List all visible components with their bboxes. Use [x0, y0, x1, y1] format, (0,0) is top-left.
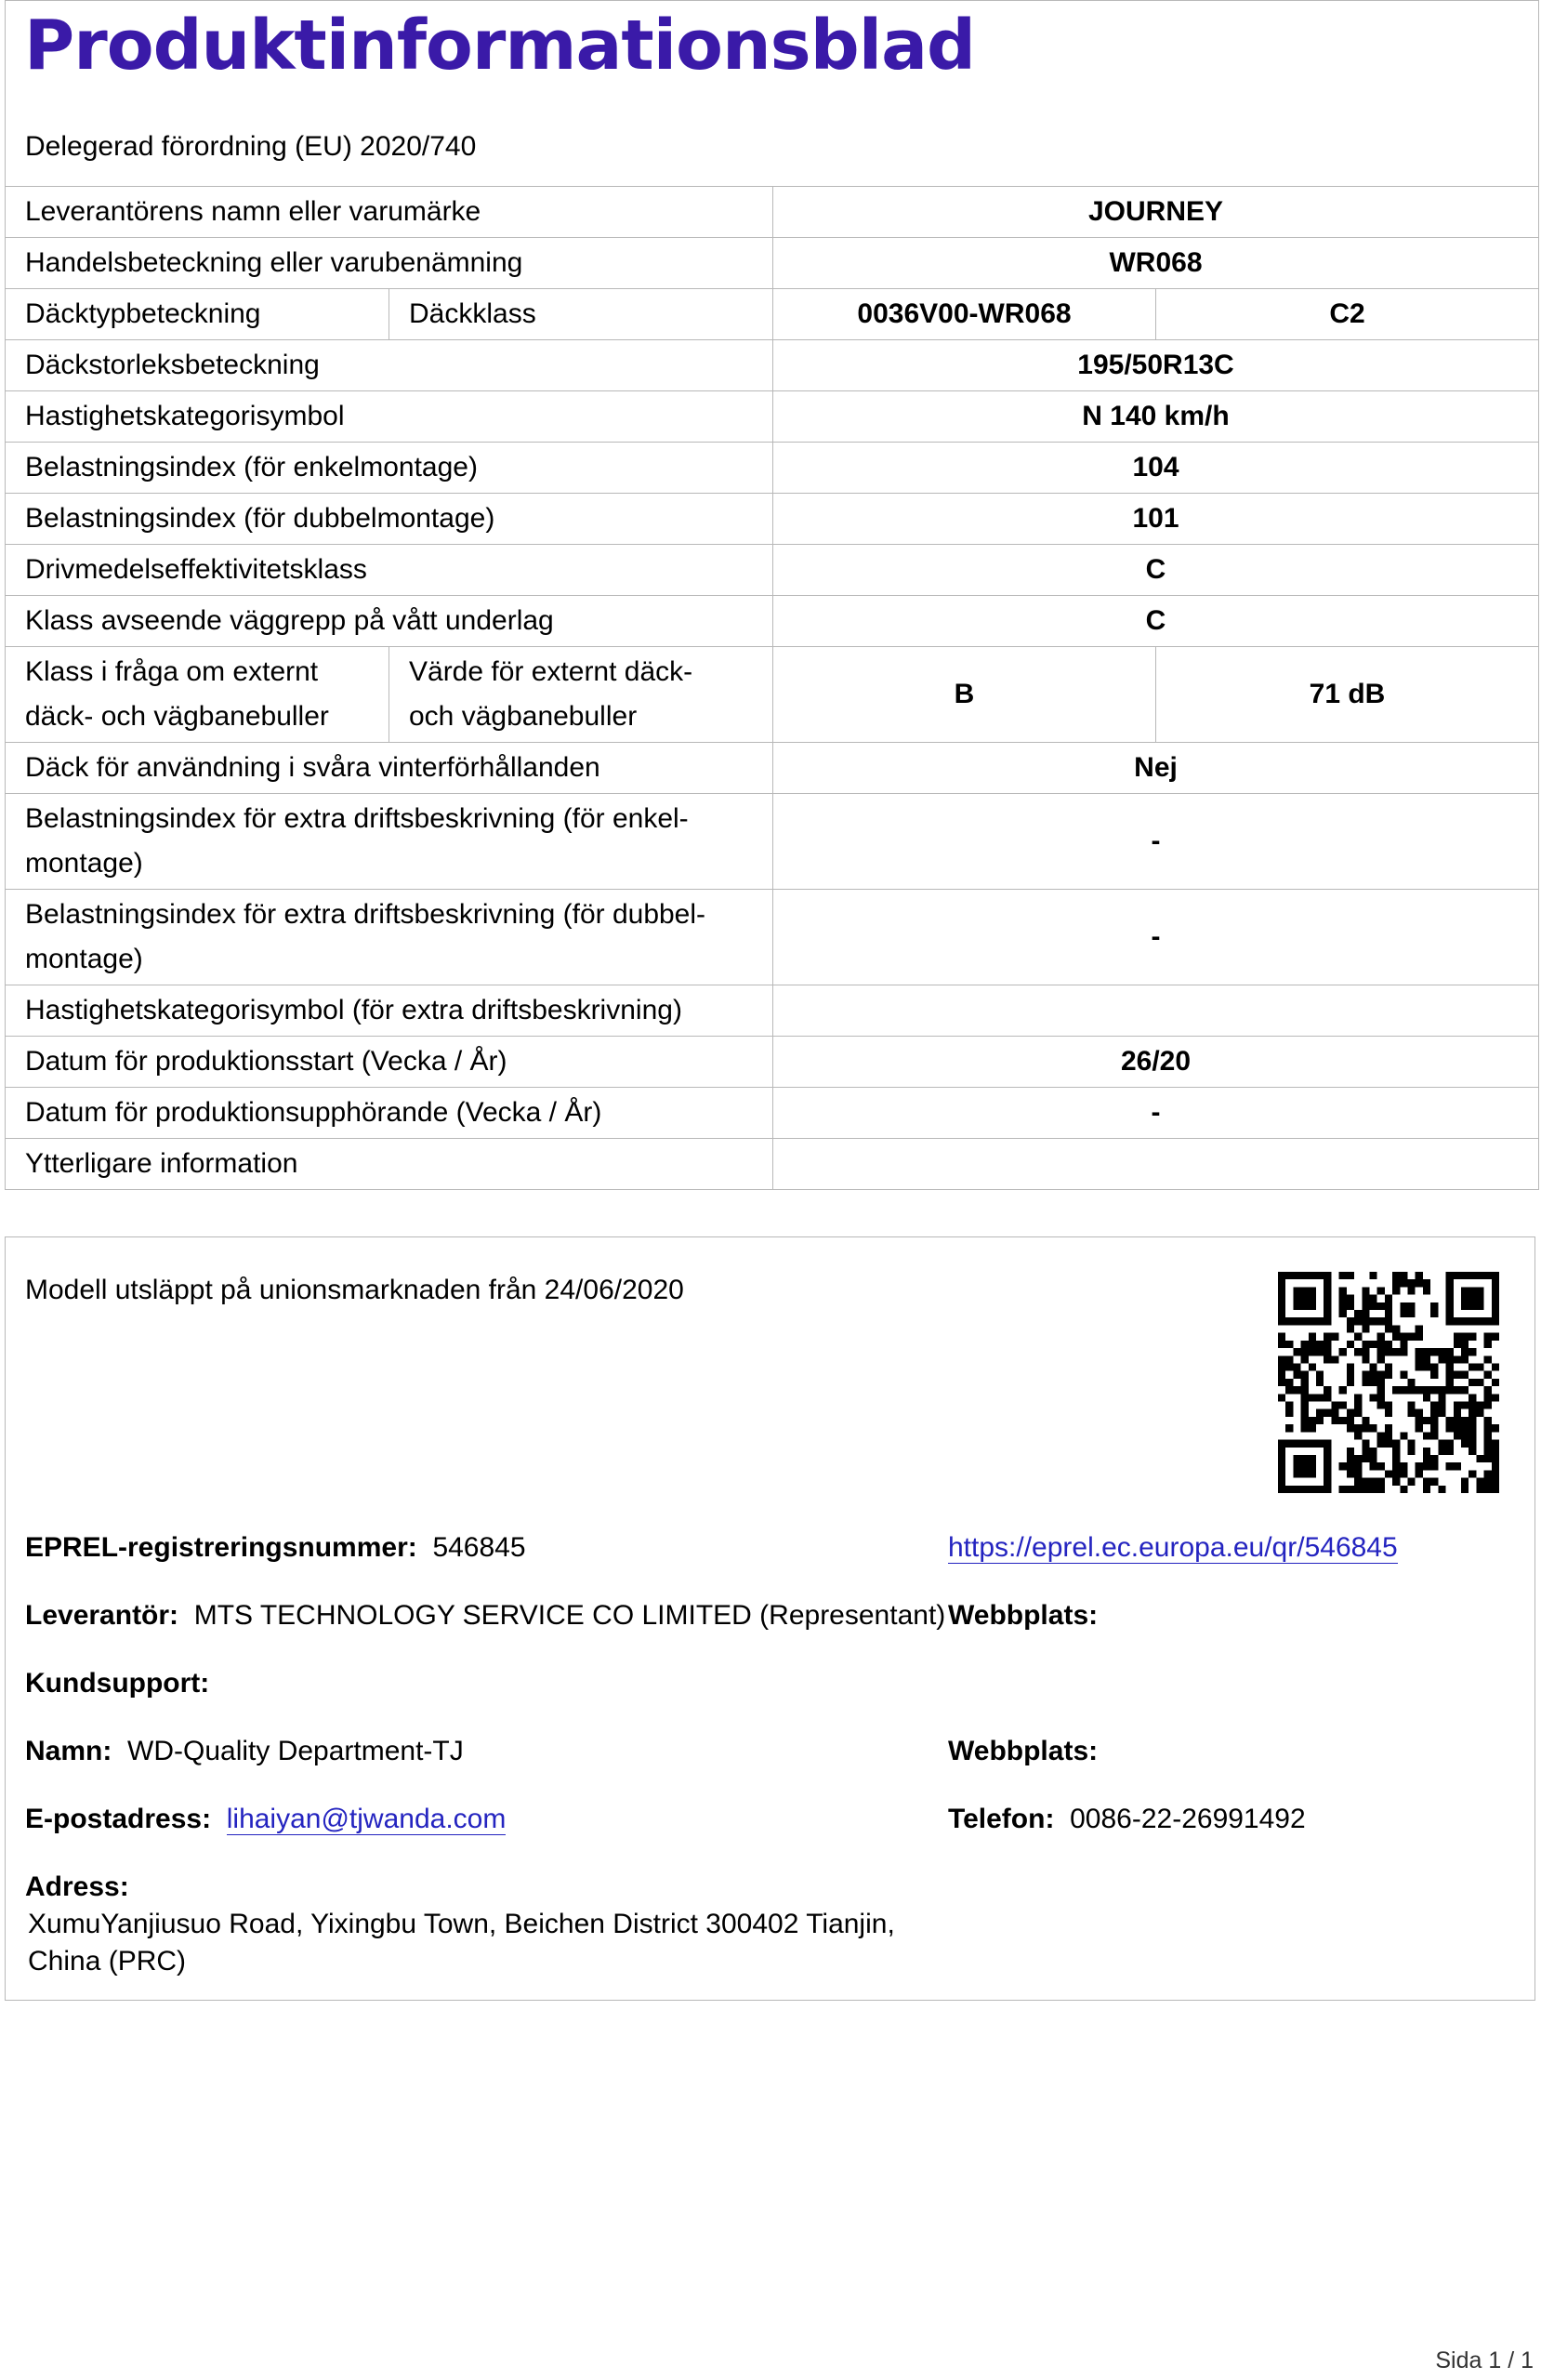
noise-value-label-line: Värde för externt däck-	[409, 656, 693, 687]
extra-load-dual-label-line: montage)	[25, 944, 143, 974]
table-row	[6, 340, 1539, 391]
production-end-label: Datum för produktionsupphörande (Vecka / År)	[6, 1088, 773, 1139]
contact-name-line	[25, 1736, 464, 1767]
extra-speed-label: Hastighetskategorisymbol (för extra driftsbeskrivning)	[6, 985, 773, 1037]
extra-load-single-value: -	[773, 794, 1539, 890]
page-number: Sida 1 / 1	[1435, 2347, 1534, 2373]
noise-class-value: B	[773, 647, 1156, 743]
eprel-info-box	[5, 1236, 1535, 2001]
contact-name: WD-Quality Department-TJ	[127, 1736, 464, 1766]
customer-support-text: Kundsupport:	[25, 1668, 210, 1699]
production-end-value: -	[773, 1088, 1539, 1139]
address-label-text: Adress:	[25, 1871, 129, 1902]
noise-class-label-line: Klass i fråga om externt	[25, 656, 319, 687]
snow-tyre-value: Nej	[773, 743, 1539, 794]
extra-load-dual-label-line: Belastningsindex för extra driftsbeskrivning (för dubbel-	[25, 899, 706, 930]
speed-category-value: N 140 km/h	[773, 391, 1539, 443]
eprel-number: 546845	[432, 1532, 526, 1563]
market-date-text: Modell utsläppt på unionsmarknaden från 24/06/2020	[25, 1275, 684, 1305]
support-website-text: Webbplats:	[948, 1736, 1099, 1766]
phone-label: Telefon:	[948, 1804, 1055, 1834]
eprel-link-wrap	[948, 1532, 1398, 1564]
trade-name-value: WR068	[773, 238, 1539, 289]
table-row	[6, 187, 1539, 238]
email-line	[25, 1804, 506, 1835]
load-index-dual-value: 101	[773, 494, 1539, 545]
trade-name-label: Handelsbeteckning eller varubenämning	[6, 238, 773, 289]
supplier-name: MTS TECHNOLOGY SERVICE CO LIMITED (Representant)	[193, 1600, 946, 1631]
phone-line	[948, 1804, 1306, 1835]
page-title: Produktinformationsblad	[24, 6, 975, 86]
table-row	[6, 238, 1539, 289]
tyre-size-label: Däckstorleksbeteckning	[6, 340, 773, 391]
fuel-efficiency-value: C	[773, 545, 1539, 596]
production-start-value: 26/20	[773, 1037, 1539, 1088]
eprel-link[interactable]: https://eprel.ec.europa.eu/qr/546845	[948, 1532, 1398, 1563]
extra-speed-value	[773, 985, 1539, 1037]
noise-value-label-line: och vägbanebuller	[409, 701, 638, 732]
eprel-registration	[25, 1532, 526, 1564]
table-row	[6, 743, 1539, 794]
extra-load-single-label-line: montage)	[25, 848, 143, 879]
speed-category-label: Hastighetskategorisymbol	[6, 391, 773, 443]
table-row	[6, 289, 1539, 340]
noise-value-label	[389, 647, 773, 743]
supplier-label: Leverantörens namn eller varumärke	[6, 187, 773, 238]
noise-db-value: 71 dB	[1156, 647, 1539, 743]
email-label: E-postadress:	[25, 1804, 212, 1834]
table-row	[6, 545, 1539, 596]
table-row	[6, 1088, 1539, 1139]
extra-load-dual-label	[6, 890, 773, 985]
table-row	[6, 1139, 1539, 1190]
table-row	[6, 985, 1539, 1037]
snow-tyre-label: Däck för användning i svåra vinterförhållanden	[6, 743, 773, 794]
table-row	[6, 391, 1539, 443]
noise-class-label-line: däck- och vägbanebuller	[25, 701, 329, 732]
load-index-single-label: Belastningsindex (för enkelmontage)	[6, 443, 773, 494]
supplier-value: JOURNEY	[773, 187, 1539, 238]
website-label	[948, 1600, 1098, 1632]
tyre-type-label: Däcktypbeteckning	[6, 289, 389, 340]
table-row	[6, 494, 1539, 545]
table-row	[6, 443, 1539, 494]
address-line: XumuYanjiusuo Road, Yixingbu Town, Beichen District 300402 Tianjin,	[28, 1909, 895, 1939]
load-index-dual-label: Belastningsindex (för dubbelmontage)	[6, 494, 773, 545]
address-label	[25, 1871, 129, 1903]
noise-class-label	[6, 647, 389, 743]
supplier-line	[25, 1600, 945, 1632]
eprel-label: EPREL-registreringsnummer:	[25, 1532, 417, 1563]
table-row	[6, 1037, 1539, 1088]
tyre-type-value: 0036V00-WR068	[773, 289, 1156, 340]
fuel-efficiency-label: Drivmedelseffektivitetsklass	[6, 545, 773, 596]
tyre-class-label: Däckklass	[389, 289, 773, 340]
phone-number: 0086-22-26991492	[1070, 1804, 1306, 1834]
customer-support-label	[25, 1668, 209, 1699]
load-index-single-value: 104	[773, 443, 1539, 494]
additional-info-value	[773, 1139, 1539, 1190]
wet-grip-value: C	[773, 596, 1539, 647]
qr-code[interactable]	[1278, 1272, 1499, 1493]
wet-grip-label: Klass avseende väggrepp på vått underlag	[6, 596, 773, 647]
extra-load-dual-value: -	[773, 890, 1539, 985]
production-start-label: Datum för produktionsstart (Vecka / År)	[6, 1037, 773, 1088]
support-website-label	[948, 1736, 1098, 1767]
supplier-label: Leverantör:	[25, 1600, 179, 1631]
table-row	[6, 647, 1539, 743]
table-row	[6, 794, 1539, 890]
email-link[interactable]: lihaiyan@tjwanda.com	[226, 1804, 507, 1834]
tyre-data-table	[5, 0, 1539, 1190]
name-label: Namn:	[25, 1736, 112, 1766]
address-line: China (PRC)	[28, 1946, 187, 1977]
website-label-text: Webbplats:	[948, 1600, 1099, 1631]
tyre-size-value: 195/50R13C	[773, 340, 1539, 391]
tyre-class-value: C2	[1156, 289, 1539, 340]
regulation-text: Delegerad förordning (EU) 2020/740	[25, 131, 477, 162]
table-row	[6, 890, 1539, 985]
extra-load-single-label-line: Belastningsindex för extra driftsbeskrivning (för enkel-	[25, 803, 689, 834]
extra-load-single-label	[6, 794, 773, 890]
additional-info-label: Ytterligare information	[6, 1139, 773, 1190]
table-row	[6, 596, 1539, 647]
